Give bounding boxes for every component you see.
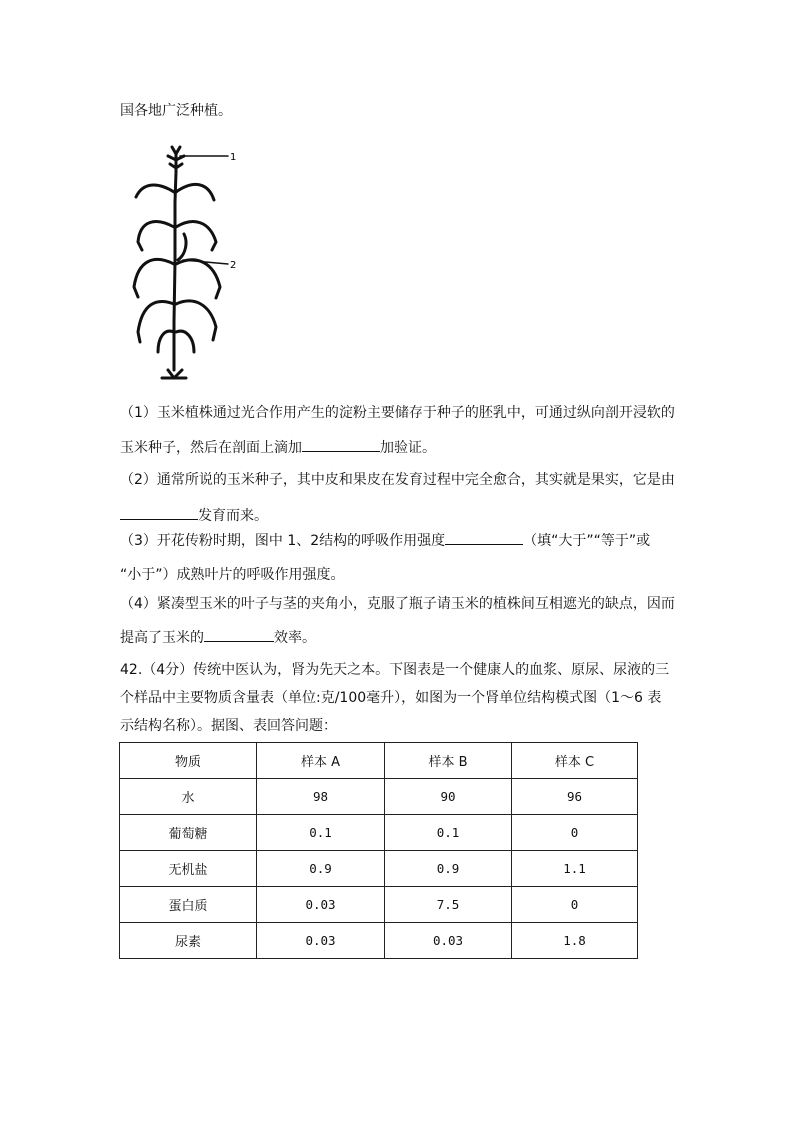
q2-line1: （2）通常所说的玉米种子，其中皮和果皮在发育过程中完全愈合，其实就是果实，它是由 (120, 472, 675, 488)
table-cell: 0.9 (257, 851, 385, 887)
table-cell: 90 (385, 779, 512, 815)
table-cell: 7.5 (385, 887, 512, 923)
table-header-row (120, 743, 638, 779)
table-cell: 96 (512, 779, 638, 815)
q1-answer-blank[interactable] (302, 437, 380, 452)
table-cell: 0 (512, 815, 638, 851)
q1-line2: 玉米种子，然后在剖面上滴加 加验证。 (120, 437, 436, 458)
q42-line1: 42.（4分）传统中医认为，肾为先天之本。下图表是一个健康人的血浆、原尿、尿液的三 (120, 662, 670, 678)
table-cell: 98 (257, 779, 385, 815)
table-cell: 葡萄糖 (120, 815, 257, 851)
table-header-cell: 样本 C (512, 743, 638, 779)
q4-answer-blank[interactable] (204, 627, 274, 642)
table-row (120, 815, 638, 851)
q4-line1: （4）紧凑型玉米的叶子与茎的夹角小，克服了瓶子请玉米的植株间互相遮光的缺点，因而 (120, 596, 675, 612)
q3-line2: “小于”）成熟叶片的呼吸作用强度。 (120, 567, 345, 583)
q42-line3: 示结构名称）。据图、表回答问题： (120, 718, 337, 734)
table-cell: 0.9 (385, 851, 512, 887)
figure-label-2: 2 (230, 260, 237, 271)
table-row (120, 851, 638, 887)
table-cell: 0 (512, 887, 638, 923)
q3-answer-blank[interactable] (445, 530, 523, 545)
table-cell: 0.1 (385, 815, 512, 851)
q4-line2: 提高了玉米的 效率。 (120, 627, 316, 648)
table-row (120, 923, 638, 959)
table-header-cell: 样本 B (385, 743, 512, 779)
figure-label-1: 1 (230, 152, 237, 163)
table-cell: 0.03 (257, 923, 385, 959)
table-cell: 0.03 (385, 923, 512, 959)
q2-line2: 发育而来。 (120, 505, 268, 526)
table-row (120, 887, 638, 923)
table-cell: 0.03 (257, 887, 385, 923)
table-cell: 1.8 (512, 923, 638, 959)
table-cell: 水 (120, 779, 257, 815)
table-cell: 尿素 (120, 923, 257, 959)
q2-answer-blank[interactable] (120, 505, 198, 520)
intro-tail: 国各地广泛种植。 (120, 103, 232, 119)
table-cell: 无机盐 (120, 851, 257, 887)
sample-composition-table (119, 742, 638, 959)
table-header-cell: 物质 (120, 743, 257, 779)
q3-line1: （3）开花传粉时期，图中 1、2结构的呼吸作用强度 （填“大于”“等于”或 (120, 530, 650, 551)
corn-plant-figure (128, 142, 248, 384)
table-header-cell: 样本 A (257, 743, 385, 779)
table-cell: 1.1 (512, 851, 638, 887)
q1-line1: （1）玉米植株通过光合作用产生的淀粉主要储存于种子的胚乳中，可通过纵向剖开浸软的 (120, 405, 675, 421)
q42-line2: 个样品中主要物质含量表（单位:克/100毫升），如图为一个肾单位结构模式图（1～6 表 (120, 690, 662, 706)
table-cell: 蛋白质 (120, 887, 257, 923)
table-cell: 0.1 (257, 815, 385, 851)
table-row (120, 779, 638, 815)
